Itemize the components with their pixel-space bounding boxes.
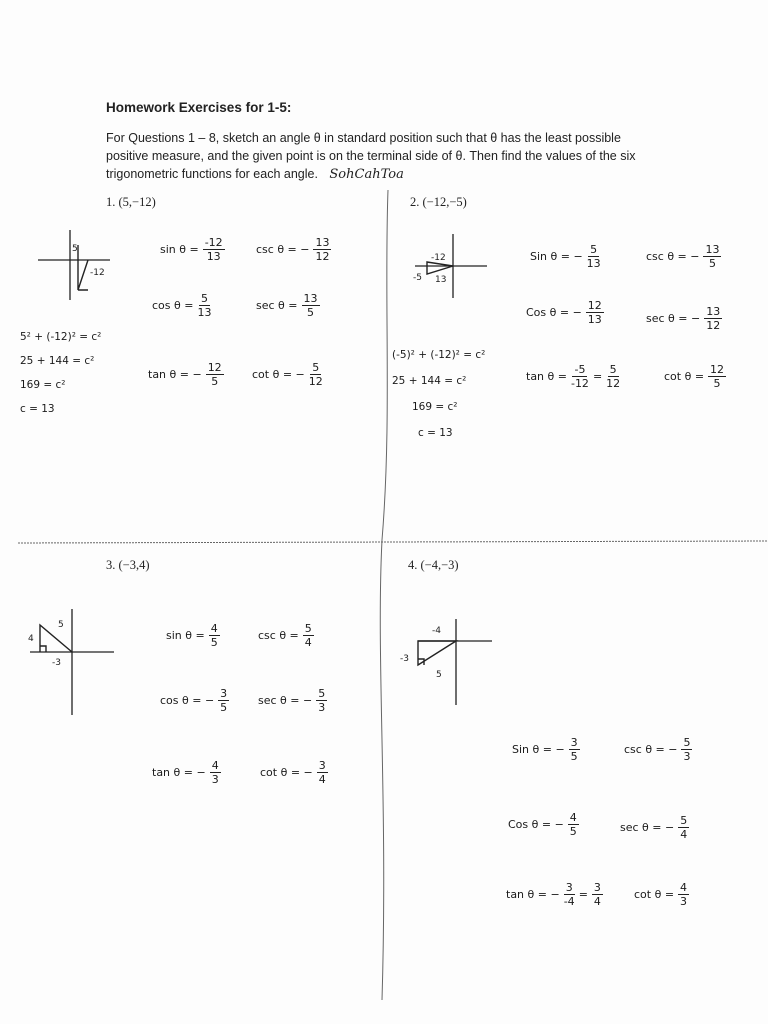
- q4-sketch: [396, 615, 506, 710]
- q2-work-line: 25 + 144 = c²: [392, 375, 467, 387]
- q3-cot: cot θ = − $\frac{3}{4}$: [260, 759, 326, 786]
- q2-work-line: (-5)² + (-12)² = c²: [392, 349, 486, 361]
- q1-cot: cot θ = − $\frac{5}{12}$: [252, 361, 323, 388]
- instructions-text: For Questions 1 – 8, sketch an angle θ in standard position such that θ has the least possible positive measure, and the given point is on the terminal side of θ. Then find the values of the six trigonometric functions for each angle.: [106, 131, 636, 181]
- q2-csc: csc θ = − $\frac{13}{5}$: [646, 243, 720, 270]
- q1-sin: sin θ = $\frac{-12}{13}$: [160, 236, 223, 263]
- q1-sketch-side: -12: [90, 268, 105, 278]
- q3-sketch: [22, 605, 122, 720]
- q2-sketch-top: -12: [431, 253, 446, 263]
- q2-sec: sec θ = − $\frac{13}{12}$: [646, 305, 721, 332]
- q4-sketch-hyp: 5: [436, 670, 442, 680]
- q4-tan: tan θ = − $\frac{3}{-4}$ = $\frac{3}{4}$: [506, 881, 601, 908]
- q3-sketch-hyp: 5: [58, 620, 64, 630]
- q1-work-line: 169 = c²: [20, 379, 66, 391]
- q2-sketch-side: -5: [413, 273, 422, 283]
- q3-cos: cos θ = − $\frac{3}{5}$: [160, 687, 228, 714]
- q2-work-line: c = 13: [418, 427, 453, 439]
- q4-cos: Cos θ = − $\frac{4}{5}$: [508, 811, 577, 838]
- q1-csc: csc θ = − $\frac{13}{12}$: [256, 236, 330, 263]
- q2-sin: Sin θ = − $\frac{5}{13}$: [530, 243, 601, 270]
- q1-tan: tan θ = − $\frac{12}{5}$: [148, 361, 222, 388]
- q2-work-line: 169 = c²: [412, 401, 458, 413]
- sohcahtoa-note: SohCahToa: [329, 167, 404, 182]
- q3-tan: tan θ = − $\frac{4}{3}$: [152, 759, 219, 786]
- q1-work-line: 5² + (-12)² = c²: [20, 331, 102, 343]
- q1-cos: cos θ = $\frac{5}{13}$: [152, 292, 212, 319]
- q2-label: 2. (−12,−5): [410, 195, 467, 209]
- q4-sin: Sin θ = − $\frac{3}{5}$: [512, 736, 578, 763]
- q3-sin: sin θ = $\frac{4}{5}$: [166, 622, 218, 649]
- q3-sketch-base: -3: [52, 658, 61, 668]
- q3-label: 3. (−3,4): [106, 558, 150, 572]
- q4-sketch-side: -3: [400, 654, 409, 664]
- q2-sketch: [405, 230, 495, 300]
- q1-sec: sec θ = $\frac{13}{5}$: [256, 292, 318, 319]
- q4-sketch-top: -4: [432, 626, 441, 636]
- instructions: [106, 129, 666, 184]
- q4-cot: cot θ = $\frac{4}{3}$: [634, 881, 688, 908]
- q1-label: 1. (5,−12): [106, 195, 156, 209]
- q1-work-line: 25 + 144 = c²: [20, 355, 95, 367]
- q4-label: 4. (−4,−3): [408, 558, 459, 572]
- q1-sketch: [30, 225, 120, 305]
- q3-sketch-side: 4: [28, 634, 34, 644]
- q2-cot: cot θ = $\frac{12}{5}$: [664, 363, 725, 390]
- q1-sketch-top: 5: [72, 244, 78, 254]
- q2-cos: Cos θ = − $\frac{12}{13}$: [526, 299, 602, 326]
- page-title: Homework Exercises for 1-5:: [106, 100, 292, 115]
- q4-csc: csc θ = − $\frac{5}{3}$: [624, 736, 691, 763]
- q4-sec: sec θ = − $\frac{5}{4}$: [620, 814, 688, 841]
- q3-sec: sec θ = − $\frac{5}{3}$: [258, 687, 326, 714]
- q2-tan: tan θ = $\frac{-5}{-12}$ = $\frac{5}{12}$: [526, 363, 621, 390]
- q2-sketch-hyp: 13: [435, 275, 447, 285]
- q1-work-line: c = 13: [20, 403, 55, 415]
- q3-csc: csc θ = $\frac{5}{4}$: [258, 622, 312, 649]
